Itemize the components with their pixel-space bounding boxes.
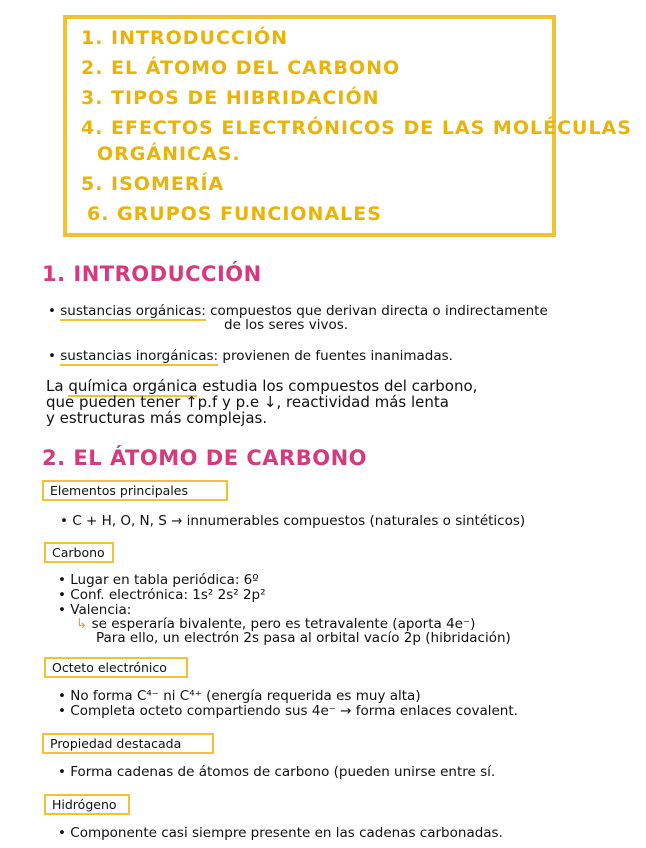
- text-elementos: C + H, O, N, S → innumerables compuestos (naturales o sintéticos): [72, 513, 526, 529]
- box-octeto: Octeto electrónico: [44, 657, 188, 678]
- toc-item-3: 3. TIPOS DE HIBRIDACIÓN: [81, 87, 380, 109]
- bullet-octeto-2: • Completa octeto compartiendo sus 4e⁻ → forma enlaces covalent.: [58, 703, 518, 719]
- paragraph-quimica-line2: que pueden tener ↑p.f y p.e ↓, reactividad más lenta: [46, 393, 449, 411]
- toc-item-4: 4. EFECTOS ELECTRÓNICOS DE LAS MOLÉCULAS: [81, 117, 632, 139]
- box-carbono: Carbono: [44, 542, 114, 563]
- text-carbono-2: Conf. electrónica: 1s² 2s² 2p²: [70, 587, 266, 603]
- bullet-elementos: • C + H, O, N, S → innumerables compuestos (naturales o sintéticos): [60, 513, 526, 529]
- toc-item-2: 2. EL ÁTOMO DEL CARBONO: [81, 57, 401, 79]
- bullet-carbono-3: • Valencia:: [58, 602, 132, 618]
- para-pre: La: [46, 377, 64, 395]
- para-text-1: estudia los compuestos del carbono,: [202, 377, 478, 395]
- box-elementos: Elementos principales: [42, 480, 228, 501]
- text-octeto-1: No forma C⁴⁻ ni C⁴⁺ (energía requerida es muy alta): [70, 688, 421, 704]
- toc-item-6: 6. GRUPOS FUNCIONALES: [87, 203, 382, 225]
- box-hidrogeno: Hidrógeno: [44, 794, 130, 815]
- arrow-icon: ↳: [76, 616, 88, 632]
- bullet-octeto-1: • No forma C⁴⁻ ni C⁴⁺ (energía requerida es muy alta): [58, 688, 421, 704]
- section2-heading-text: 2. EL ÁTOMO DE CARBONO: [42, 446, 368, 470]
- term-quimica-organica: química orgánica: [68, 377, 198, 395]
- text-octeto-2: Completa octeto compartiendo sus 4e⁻ → forma enlaces covalent.: [70, 703, 518, 719]
- text-propiedad: Forma cadenas de átomos de carbono (pueden unirse entre sí.: [70, 764, 496, 780]
- text-hidrogeno: Componente casi siempre presente en las cadenas carbonadas.: [70, 825, 503, 841]
- toc-box: [63, 15, 632, 237]
- bullet-hidrogeno: • Componente casi siempre presente en las cadenas carbonadas.: [58, 825, 503, 841]
- bullet-propiedad: • Forma cadenas de átomos de carbono (pueden unirse entre sí.: [58, 764, 496, 780]
- toc-item-1: 1. INTRODUCCIÓN: [81, 27, 288, 49]
- term-organicas: sustancias orgánicas:: [60, 303, 206, 319]
- text-carbono-3: Valencia:: [70, 602, 132, 618]
- bullet-carbono-2: • Conf. electrónica: 1s² 2s² 2p²: [58, 587, 266, 603]
- bullet-organicas: • sustancias orgánicas: compuestos que derivan directa o indirectamente: [48, 303, 548, 319]
- paragraph-quimica-line1: [46, 378, 477, 394]
- toc-item-5: 5. ISOMERÍA: [81, 173, 225, 195]
- text-carbono-sub-1: se esperaría bivalente, pero es tetravalente (aporta 4e⁻): [91, 616, 476, 632]
- paragraph-quimica-line3: y estructuras más complejas.: [46, 409, 268, 427]
- section1-heading: [42, 262, 262, 286]
- bullet-carbono-1: • Lugar en tabla periódica: 6º: [58, 572, 259, 588]
- bullet-inorganicas: • sustancias inorgánicas: provienen de fuentes inanimadas.: [48, 348, 453, 364]
- section1-heading-text: 1. INTRODUCCIÓN: [42, 262, 262, 286]
- section2-heading: [42, 446, 367, 470]
- toc-item-4-cont: ORGÁNICAS.: [97, 143, 241, 165]
- term-inorganicas: sustancias inorgánicas:: [60, 348, 219, 364]
- text-organicas-2: de los seres vivos.: [224, 317, 349, 333]
- text-organicas: compuestos que derivan directa o indirectamente: [210, 303, 548, 319]
- sub-carbono-2: Para ello, un electrón 2s pasa al orbital vacío 2p (hibridación): [96, 630, 511, 646]
- box-propiedad: Propiedad destacada: [42, 733, 214, 754]
- text-inorganicas: provienen de fuentes inanimadas.: [222, 348, 453, 364]
- text-carbono-1: Lugar en tabla periódica: 6º: [70, 572, 259, 588]
